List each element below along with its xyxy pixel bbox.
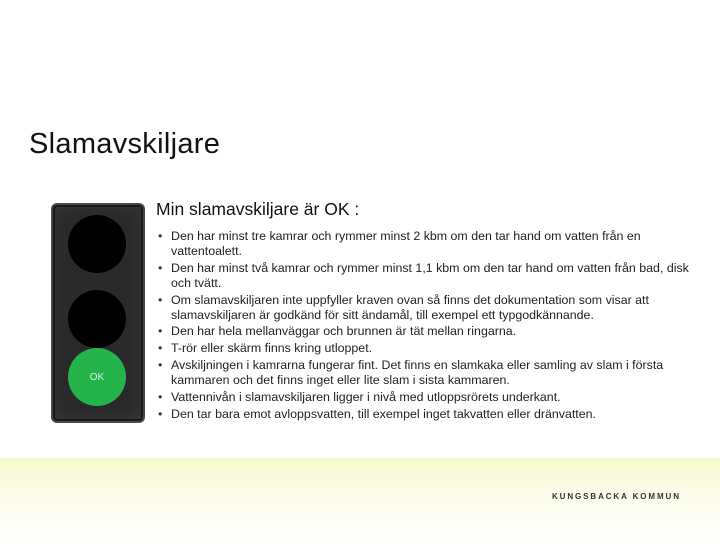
bullet-item: • Den har hela mellanväggar och brunnen är tät mellan ringarna.: [156, 324, 696, 339]
brand-logo: KUNGSBACKA KOMMUN: [552, 492, 681, 501]
bullet-item: • Om slamavskiljaren inte uppfyller kraven ovan så finns det dokumentation som visar att slamavskiljaren är godkänd för sitt ändamål, till exempel ett typgodkännande.: [156, 293, 696, 323]
bullet-item: • Den har minst tre kamrar och rymmer minst 2 kbm om den tar hand om vatten från en vattentoalett.: [156, 229, 696, 259]
content-area: [156, 199, 696, 424]
bullet-item: • T-rör eller skärm finns kring utloppet.: [156, 341, 696, 356]
red-lamp: [68, 215, 126, 273]
green-lamp-label: OK: [89, 371, 105, 383]
traffic-light: [53, 205, 143, 421]
bullet-list: [156, 229, 696, 422]
yellow-lamp: [68, 290, 126, 348]
green-lamp: [68, 348, 126, 406]
slide-title: Slamavskiljare: [29, 128, 221, 160]
subheading: Min slamavskiljare är OK :: [156, 199, 360, 219]
bullet-item: • Den tar bara emot avloppsvatten, till exempel inget takvatten eller dränvatten.: [156, 407, 696, 422]
bullet-item: • Vattennivån i slamavskiljaren ligger i nivå med utloppsrörets underkant.: [156, 390, 696, 405]
bullet-item: • Den har minst två kamrar och rymmer minst 1,1 kbm om den tar hand om vatten från bad, disk och tvätt.: [156, 261, 696, 291]
bullet-item: • Avskiljningen i kamrarna fungerar fint. Det finns en slamkaka eller samling av slam i första kammaren och det finns inget eller lite slam i sista kammaren.: [156, 358, 696, 388]
